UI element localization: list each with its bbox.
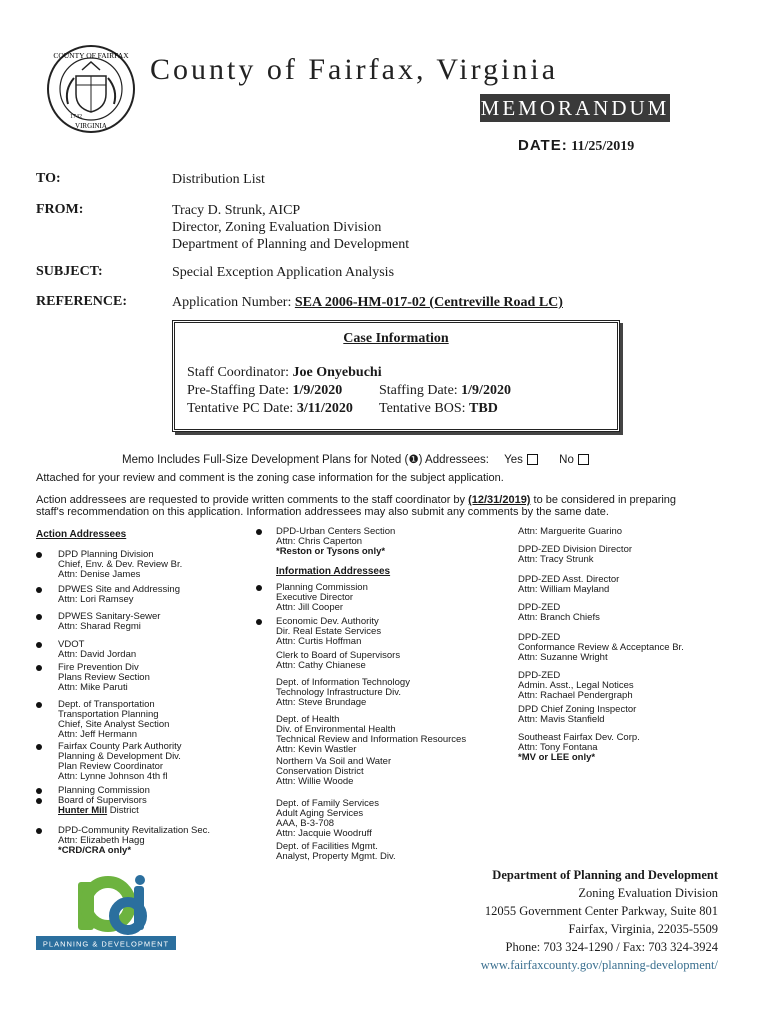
svg-text:COUNTY OF FAIRFAX: COUNTY OF FAIRFAX: [53, 51, 129, 60]
addressee-line: Plans Review Section: [58, 672, 150, 683]
addressee-line: Conformance Review & Acceptance Br.: [518, 642, 684, 653]
addressee-entry: [58, 700, 169, 740]
addressee-entry: [518, 603, 600, 623]
addressee-line: Dir. Real Estate Services: [276, 626, 382, 637]
addressee-line: Attn: Marguerite Guarino: [518, 526, 623, 537]
addressee-entry: [58, 742, 182, 782]
from-value: Tracy D. Strunk, AICP Director, Zoning Evaluation Division Department of Planning and Development: [172, 203, 410, 252]
addressee-line: Conservation District: [276, 766, 364, 777]
addressee-line: Attn: Jeff Hermann: [58, 729, 138, 740]
addressee-line: Attn: Jacquie Woodruff: [276, 828, 372, 839]
yes-checkbox[interactable]: [527, 454, 538, 465]
addressee-line: Clerk to Board of Supervisors: [276, 650, 401, 661]
footer-phone: Phone: 703 324-1290 / Fax: 703 324-3924: [505, 940, 718, 954]
svg-text:VIRGINIA: VIRGINIA: [75, 122, 107, 130]
reference-label: REFERENCE:: [36, 294, 128, 309]
date-value: 11/25/2019: [571, 139, 635, 154]
case-title: Case Information: [343, 331, 449, 346]
addressee-line: Attn: Elizabeth Hagg: [58, 835, 145, 846]
addressee-line: DPWES Site and Addressing: [58, 584, 180, 595]
addressee-line: DPD Chief Zoning Inspector: [518, 704, 637, 715]
full-plans-bullet-icon: [36, 642, 42, 648]
addressee-line: Dept. of Transportation: [58, 699, 155, 710]
addressee-line: Attn: Tracy Strunk: [518, 554, 594, 565]
svg-text:1742: 1742: [70, 114, 82, 120]
addressee-line: Fire Prevention Div: [58, 662, 139, 673]
addressee-line: Dept. of Health: [276, 714, 340, 725]
addressee-line: Attn: David Jordan: [58, 649, 137, 660]
addressee-entry: [276, 583, 368, 613]
addressee-entry: [58, 550, 182, 580]
addressee-line: DPD-ZED Asst. Director: [518, 574, 620, 585]
addressee-line: Planning & Development Div.: [58, 751, 181, 762]
addressee-line: *CRD/CRA only*: [58, 845, 132, 856]
addressee-entry: [58, 826, 210, 856]
addressee-entry: [276, 842, 396, 862]
addressee-entry: [58, 612, 160, 632]
addressee-line: Southeast Fairfax Dev. Corp.: [518, 732, 640, 743]
planning-development-logo: [36, 874, 176, 954]
addressee-line: Planning Commission: [276, 582, 368, 593]
addressee-line: Admin. Asst., Legal Notices: [518, 680, 634, 691]
addressee-line: Attn: Rachael Pendergraph: [518, 690, 633, 701]
addressee-entry: [58, 585, 180, 605]
full-plans-bullet-icon: [36, 587, 42, 593]
addressee-line: Div. of Environmental Health: [276, 724, 396, 735]
addressee-line: Attn: Curtis Hoffman: [276, 636, 362, 647]
addressee-line: Dept. of Information Technology: [276, 677, 410, 688]
addressee-line: Attn: Cathy Chianese: [276, 660, 366, 671]
addressee-line: Board of Supervisors: [58, 795, 147, 806]
addressee-line: DPD Planning Division: [58, 549, 154, 560]
addressee-entry: [518, 527, 622, 537]
addressee-entry: [518, 733, 640, 763]
attached-note: Attached for your review and comment is the zoning case information for the subject application.: [36, 472, 504, 484]
addressee-line: Northern Va Soil and Water: [276, 756, 392, 767]
full-plans-bullet-icon: [36, 798, 42, 804]
addressee-line: Attn: Lynne Johnson 4th fl: [58, 771, 168, 782]
addressee-line: Technical Review and Information Resources: [276, 734, 467, 745]
full-plans-bullet-icon: [36, 702, 42, 708]
svg-text:PLANNING & DEVELOPMENT: PLANNING & DEVELOPMENT: [42, 939, 170, 949]
addressee-line: Attn: Denise James: [58, 569, 141, 580]
addressee-line: Dept. of Family Services: [276, 798, 379, 809]
addressee-line: Attn: Branch Chiefs: [518, 612, 600, 623]
addressee-line: Technology Infrastructure Div.: [276, 687, 401, 698]
full-plans-bullet-icon: [36, 614, 42, 620]
addressee-entry: [276, 651, 400, 671]
subject-label: SUBJECT:: [36, 264, 103, 279]
addressee-line: Attn: Tony Fontana: [518, 742, 598, 753]
subject-value: Special Exception Application Analysis: [172, 265, 395, 280]
addressee-line: Attn: Sharad Regmi: [58, 621, 141, 632]
addressee-line: DPD-Urban Centers Section: [276, 526, 396, 537]
addressee-line: Hunter Mill District: [58, 805, 139, 816]
addressee-line: Adult Aging Services: [276, 808, 364, 819]
addressee-line: DPD-ZED: [518, 602, 561, 613]
addressee-line: Analyst, Property Mgmt. Div.: [276, 851, 396, 862]
county-seal: [46, 44, 136, 134]
addressee-line: DPD-ZED: [518, 632, 561, 643]
addressee-line: Attn: Kevin Wastler: [276, 744, 357, 755]
addressee-line: VDOT: [58, 639, 85, 650]
addressee-line: Chief, Env. & Dev. Review Br.: [58, 559, 183, 570]
addressee-entry: [518, 575, 619, 595]
addressee-line: DPWES Sanitary-Sewer: [58, 611, 161, 622]
addressee-line: Attn: Mavis Stanfield: [518, 714, 605, 725]
addressee-line: Fairfax County Park Authority: [58, 741, 182, 752]
memo-date: [518, 137, 634, 155]
addressee-line: Transportation Planning: [58, 709, 159, 720]
information-addressees-heading: Information Addressees: [276, 566, 391, 577]
staff-coordinator: Staff Coordinator: Joe Onyebuchi: [187, 365, 382, 380]
addressee-line: Executive Director: [276, 592, 354, 603]
addressee-entry: [276, 799, 379, 839]
addressee-entry: [276, 678, 410, 708]
case-information-box: [172, 320, 620, 432]
full-plans-bullet-icon: [256, 585, 262, 591]
addressee-line: Planning Commission: [58, 785, 150, 796]
footer-division: Zoning Evaluation Division: [578, 886, 718, 900]
action-note: Action addressees are requested to provide written comments to the staff coordinator by (12/31/2019) to be considered in preparing staff's recommendation on this application. Information addressees may also submit any comments by the same date.: [36, 494, 677, 518]
addressee-entry: [518, 705, 636, 725]
addressee-entry: [276, 757, 391, 787]
addressee-line: *MV or LEE only*: [518, 752, 596, 763]
addressee-line: Attn: Jill Cooper: [276, 602, 344, 613]
full-plans-bullet-icon: [36, 828, 42, 834]
addressee-entry: [58, 640, 136, 660]
addressee-line: Attn: Willie Woode: [276, 776, 354, 787]
addressee-line: Attn: William Mayland: [518, 584, 610, 595]
addressee-line: DPD-ZED: [518, 670, 561, 681]
application-number-link[interactable]: SEA 2006-HM-017-02 (Centreville Road LC): [294, 295, 563, 310]
full-plans-bullet-icon: [36, 552, 42, 558]
addressee-line: Attn: Suzanne Wright: [518, 652, 608, 663]
addressee-line: Attn: Lori Ramsey: [58, 594, 134, 605]
full-plans-bullet-icon: [36, 665, 42, 671]
tentative-pc-date: Tentative PC Date: 3/11/2020: [187, 401, 353, 416]
date-label: DATE:: [518, 137, 568, 154]
addressee-line: DPD-Community Revitalization Sec.: [58, 825, 211, 836]
tentative-bos: Tentative BOS: TBD: [379, 401, 498, 416]
footer-address: 12055 Government Center Parkway, Suite 801: [484, 904, 718, 918]
addressee-line: *Reston or Tysons only*: [276, 546, 386, 557]
addressee-line: Chief, Site Analyst Section: [58, 719, 170, 730]
addressee-line: Attn: Chris Caperton: [276, 536, 363, 547]
addressee-entry: [518, 633, 684, 663]
addressee-line: DPD-ZED Division Director: [518, 544, 633, 555]
to-value: Distribution List: [172, 172, 265, 187]
from-label: FROM:: [36, 202, 84, 217]
addressee-entry: [58, 663, 150, 693]
to-label: TO:: [36, 171, 61, 186]
addressee-entry: [58, 786, 150, 816]
addressee-line: Attn: Steve Brundage: [276, 697, 367, 708]
full-plans-bullet-icon: [36, 788, 42, 794]
page-title: County of Fairfax, Virginia: [150, 53, 559, 86]
addressee-entry: [276, 527, 395, 557]
prestaffing-date: Pre-Staffing Date: 1/9/2020: [187, 383, 343, 398]
no-checkbox[interactable]: [578, 454, 589, 465]
full-plans-bullet-icon: [36, 744, 42, 750]
memorandum-banner: MEMORANDUM: [480, 96, 670, 120]
addressee-entry: [518, 671, 634, 701]
reference-value: Application Number: SEA 2006-HM-017-02 (Centreville Road LC): [172, 295, 563, 310]
footer-city: Fairfax, Virginia, 22035-5509: [568, 922, 718, 936]
addressee-line: Plan Review Coordinator: [58, 761, 164, 772]
addressee-line: Attn: Mike Paruti: [58, 682, 128, 693]
addressee-line: Economic Dev. Authority: [276, 616, 379, 627]
addressee-line: Dept. of Facilities Mgmt.: [276, 841, 378, 852]
department-address: [420, 866, 718, 974]
footer-website-link[interactable]: www.fairfaxcounty.gov/planning-development/: [480, 958, 718, 972]
full-plans-bullet-icon: [256, 619, 262, 625]
addressee-entry: [518, 545, 632, 565]
addressee-line: AAA, B-3-708: [276, 818, 335, 829]
staffing-date: Staffing Date: 1/9/2020: [379, 383, 511, 398]
footer-department: Department of Planning and Development: [492, 868, 718, 882]
addressee-entry: [276, 715, 466, 755]
fullsize-plans-note: Memo Includes Full-Size Development Plans for Noted (❶) Addressees: Yes No: [122, 452, 589, 466]
action-addressees-heading: Action Addressees: [36, 529, 127, 540]
addressee-entry: [276, 617, 381, 647]
full-plans-bullet-icon: [256, 529, 262, 535]
